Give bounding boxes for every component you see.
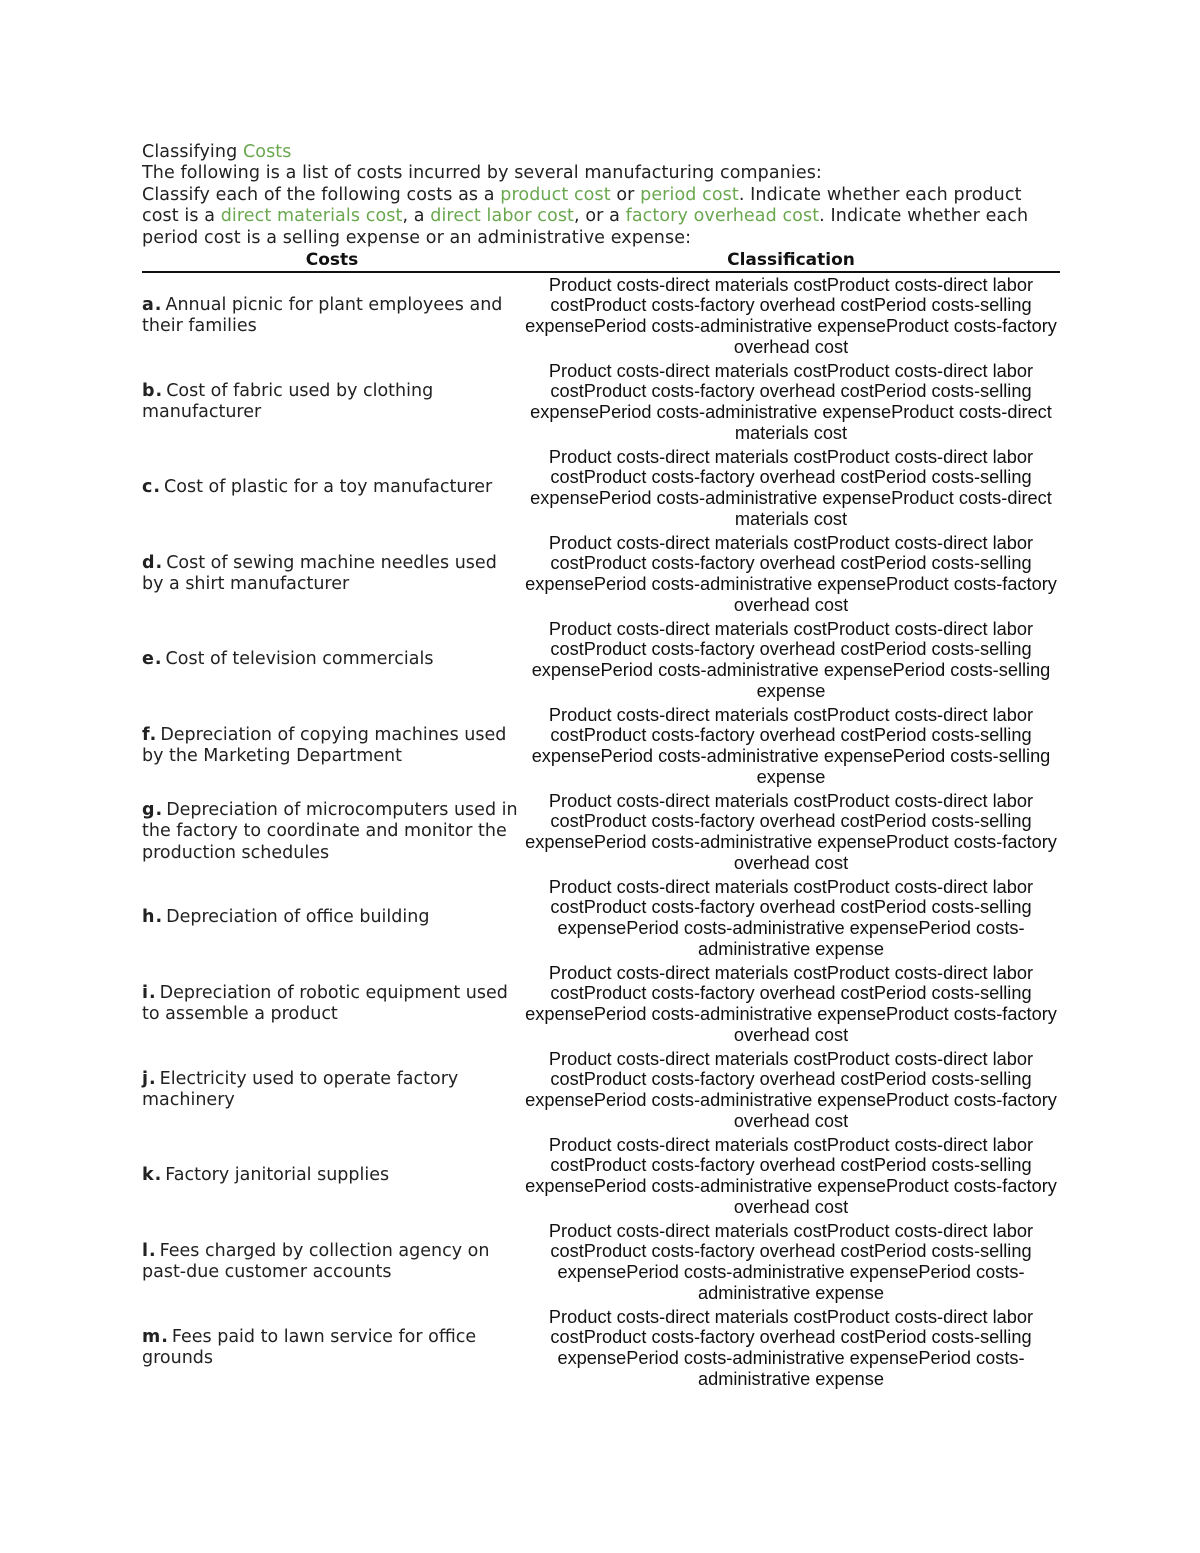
instruction-text: . Indicate whether each	[819, 206, 1029, 227]
table-row	[142, 961, 1060, 1047]
document-title	[142, 142, 1060, 163]
instruction-text: , or a	[574, 206, 626, 227]
direct-materials-cost-link[interactable]: direct materials cost	[220, 206, 403, 227]
classification-cell[interactable]	[522, 1219, 1060, 1305]
cost-description: Cost of plastic for a toy manufacturer	[164, 477, 493, 498]
period-cost-link[interactable]: period cost	[640, 184, 739, 205]
cost-description: Cost of television commercials	[165, 649, 434, 670]
item-letter: j.	[142, 1068, 157, 1089]
intro-line: The following is a list of costs incurred by several manufacturing companies:	[142, 163, 822, 184]
classification-cell[interactable]	[522, 875, 1060, 961]
title-text: Classifying	[142, 142, 243, 162]
classification-options[interactable]: Product costs-direct materials costProduct costs-direct labor costProduct costs-factory overhead costPeriod costs-selling expensePeriod costs-administrative expense	[531, 704, 1034, 767]
selected-classification[interactable]: Product costs-factory overhead cost	[733, 1090, 1057, 1131]
factory-overhead-cost-link[interactable]: factory overhead cost	[625, 206, 820, 227]
cost-cell	[142, 789, 522, 875]
selected-classification[interactable]: Product costs-direct materials cost	[734, 488, 1052, 529]
classification-cell[interactable]	[522, 703, 1060, 789]
cost-cell	[142, 1047, 522, 1133]
table-row	[142, 617, 1060, 703]
instruction-text: cost is a	[142, 206, 221, 227]
product-cost-link[interactable]: product cost	[500, 184, 611, 205]
classification-cell[interactable]	[522, 961, 1060, 1047]
item-letter: e.	[142, 649, 163, 670]
cost-cell	[142, 1305, 522, 1391]
cost-description: Factory janitorial supplies	[165, 1165, 390, 1186]
table-row	[142, 703, 1060, 789]
item-letter: a.	[142, 294, 163, 315]
instruction-line-1	[142, 185, 1060, 206]
instruction-text: , a	[402, 206, 431, 227]
costs-link[interactable]: Costs	[242, 142, 292, 162]
document	[142, 142, 1060, 1391]
selected-classification[interactable]: Period costs-administrative expense	[697, 1348, 1025, 1389]
table-body	[142, 272, 1060, 1391]
selected-classification[interactable]: Product costs-factory overhead cost	[733, 1176, 1057, 1217]
classification-options[interactable]: Product costs-direct materials costProduct costs-direct labor costProduct costs-factory overhead costPeriod costs-selling expensePeriod costs-administrative expense	[525, 1134, 1034, 1197]
instruction-line-3: period cost is a selling expense or an administrative expense:	[142, 227, 692, 248]
classification-options[interactable]: Product costs-direct materials costProduct costs-direct labor costProduct costs-factory overhead costPeriod costs-selling expensePeriod costs-administrative expense	[548, 876, 1034, 939]
classification-cell[interactable]	[522, 359, 1060, 445]
table-row	[142, 531, 1060, 617]
classification-cell[interactable]	[522, 789, 1060, 875]
cost-cell	[142, 617, 522, 703]
direct-labor-cost-link[interactable]: direct labor cost	[430, 206, 575, 227]
item-letter: f.	[142, 724, 158, 745]
cost-cell	[142, 961, 522, 1047]
classification-options[interactable]: Product costs-direct materials costProduct costs-direct labor costProduct costs-factory overhead costPeriod costs-selling expensePeriod costs-administrative expense	[530, 360, 1034, 423]
item-letter: d.	[142, 552, 164, 573]
cost-description: Depreciation of microcomputers used in the factory to coordinate and monitor the production schedules	[142, 799, 518, 863]
classification-cell[interactable]	[522, 531, 1060, 617]
selected-classification[interactable]: Period costs-administrative expense	[697, 1262, 1025, 1303]
cost-cell	[142, 445, 522, 531]
classification-header: Classification	[522, 250, 1060, 272]
classification-options[interactable]: Product costs-direct materials costProduct costs-direct labor costProduct costs-factory overhead costPeriod costs-selling expensePeriod costs-administrative expense	[525, 1048, 1034, 1111]
classification-options[interactable]: Product costs-direct materials costProduct costs-direct labor costProduct costs-factory overhead costPeriod costs-selling expensePeriod costs-administrative expense	[531, 618, 1034, 681]
selected-classification[interactable]: Product costs-factory overhead cost	[733, 1004, 1057, 1045]
classification-options[interactable]: Product costs-direct materials costProduct costs-direct labor costProduct costs-factory overhead costPeriod costs-selling expensePeriod costs-administrative expense	[548, 1220, 1034, 1283]
cost-cell	[142, 703, 522, 789]
instruction-line-2	[142, 206, 1060, 227]
classification-options[interactable]: Product costs-direct materials costProduct costs-direct labor costProduct costs-factory overhead costPeriod costs-selling expensePeriod costs-administrative expense	[525, 962, 1034, 1025]
table-row	[142, 1219, 1060, 1305]
cost-description: Cost of fabric used by clothing manufacturer	[142, 380, 434, 423]
cost-description: Depreciation of office building	[166, 907, 430, 928]
item-letter: i.	[142, 982, 157, 1003]
cost-cell	[142, 875, 522, 961]
selected-classification[interactable]: Product costs-factory overhead cost	[733, 316, 1057, 357]
classification-cell[interactable]	[522, 272, 1060, 359]
selected-classification[interactable]: Product costs-factory overhead cost	[733, 832, 1057, 873]
item-letter: l.	[142, 1240, 157, 1261]
classification-options[interactable]: Product costs-direct materials costProduct costs-direct labor costProduct costs-factory overhead costPeriod costs-selling expensePeriod costs-administrative expense	[525, 532, 1034, 595]
classification-cell[interactable]	[522, 1133, 1060, 1219]
cost-cell	[142, 1133, 522, 1219]
table-row	[142, 875, 1060, 961]
table-row	[142, 359, 1060, 445]
classification-options[interactable]: Product costs-direct materials costProduct costs-direct labor costProduct costs-factory overhead costPeriod costs-selling expensePeriod costs-administrative expense	[525, 790, 1034, 853]
classification-cell[interactable]	[522, 617, 1060, 703]
selected-classification[interactable]: Period costs-administrative expense	[697, 918, 1025, 959]
cost-description: Depreciation of robotic equipment used to assemble a product	[142, 982, 508, 1025]
table-row	[142, 789, 1060, 875]
table-row	[142, 272, 1060, 359]
costs-header: Costs	[142, 250, 522, 272]
classification-cell[interactable]	[522, 445, 1060, 531]
item-letter: k.	[142, 1165, 163, 1186]
item-letter: m.	[142, 1326, 169, 1347]
item-letter: h.	[142, 907, 164, 928]
intro	[142, 142, 1060, 249]
cost-description: Cost of sewing machine needles used by a shirt manufacturer	[142, 552, 497, 595]
item-letter: c.	[142, 477, 162, 498]
instruction-text: . Indicate whether each product	[738, 184, 1022, 205]
item-letter: g.	[142, 799, 164, 820]
table-header-row	[142, 250, 1060, 272]
classification-cell[interactable]	[522, 1047, 1060, 1133]
cost-description: Annual picnic for plant employees and their families	[142, 294, 503, 337]
cost-cell	[142, 359, 522, 445]
cost-cell	[142, 272, 522, 359]
classification-options[interactable]: Product costs-direct materials costProduct costs-direct labor costProduct costs-factory overhead costPeriod costs-selling expensePeriod costs-administrative expense	[530, 446, 1034, 509]
classification-options[interactable]: Product costs-direct materials costProduct costs-direct labor costProduct costs-factory overhead costPeriod costs-selling expensePeriod costs-administrative expense	[548, 1306, 1034, 1369]
cost-description: Fees paid to lawn service for office grounds	[142, 1326, 477, 1369]
table-row	[142, 1133, 1060, 1219]
table-row	[142, 445, 1060, 531]
cost-description: Fees charged by collection agency on past-due customer accounts	[142, 1240, 490, 1283]
classification-table	[142, 250, 1060, 1391]
selected-classification[interactable]: Product costs-direct materials cost	[734, 402, 1052, 443]
table-row	[142, 1305, 1060, 1391]
cost-cell	[142, 1219, 522, 1305]
table-row	[142, 1047, 1060, 1133]
instruction-text: Classify each of the following costs as a	[142, 184, 501, 205]
instruction-text: or	[610, 184, 641, 205]
cost-cell	[142, 531, 522, 617]
cost-description: Depreciation of copying machines used by the Marketing Department	[142, 724, 507, 767]
cost-description: Electricity used to operate factory machinery	[142, 1068, 459, 1111]
selected-classification[interactable]: Product costs-factory overhead cost	[733, 574, 1057, 615]
item-letter: b.	[142, 380, 164, 401]
selected-classification[interactable]: Period costs-selling expense	[756, 746, 1051, 787]
classification-cell[interactable]	[522, 1305, 1060, 1391]
classification-options[interactable]: Product costs-direct materials costProduct costs-direct labor costProduct costs-factory overhead costPeriod costs-selling expensePeriod costs-administrative expense	[525, 274, 1034, 337]
selected-classification[interactable]: Period costs-selling expense	[756, 660, 1051, 701]
